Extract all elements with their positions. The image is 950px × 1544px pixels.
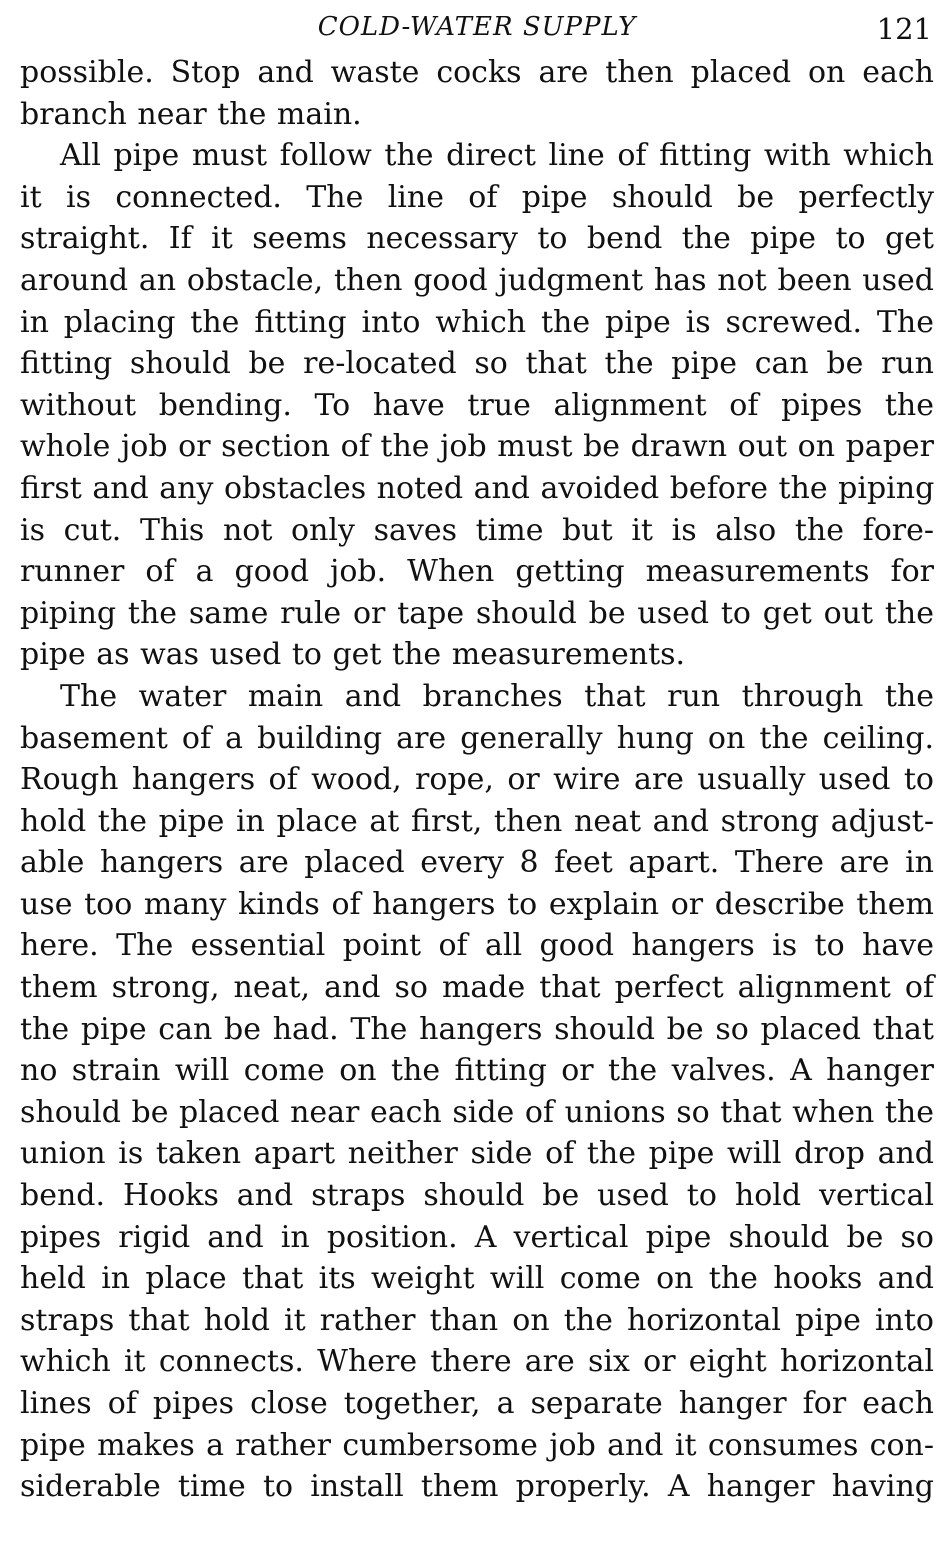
text-line: basement of a building are generally hung on the ceiling. — [20, 720, 934, 756]
running-title: COLD-WATER SUPPLY — [317, 12, 637, 42]
text-line: which it connects. Where there are six or eight horizontal — [20, 1344, 934, 1380]
text-line: hold the pipe in place at first, then neat and strong adjust- — [20, 803, 934, 839]
text-line: fitting should be re-located so that the pipe can be run — [20, 346, 934, 382]
text-line: siderable time to install them properly. A hanger having — [20, 1469, 934, 1505]
text-line: first and any obstacles noted and avoided before the piping — [20, 470, 935, 506]
running-head — [20, 8, 934, 52]
text-line: use too many kinds of hangers to explain or describe them — [20, 886, 934, 922]
text-line: is cut. This not only saves time but it is also the fore- — [20, 512, 934, 548]
text-line: held in place that its weight will come on the hooks and — [20, 1261, 934, 1297]
text-line: straps that hold it rather than on the horizontal pipe into — [20, 1302, 934, 1338]
text-line: pipes rigid and in position. A vertical pipe should be so — [20, 1219, 934, 1255]
text-line: around an obstacle, then good judgment has not been used — [20, 262, 934, 298]
text-line: should be placed near each side of unions so that when the — [20, 1094, 934, 1130]
page-number: 121 — [876, 12, 932, 46]
text-line: lines of pipes close together, a separate hanger for each — [20, 1386, 934, 1421]
text-line: Rough hangers of wood, rope, or wire are usually used to — [20, 762, 934, 798]
text-line: it is connected. The line of pipe should be perfectly — [20, 179, 934, 215]
paragraph — [20, 676, 934, 1508]
text-line: All pipe must follow the direct line of fitting with which — [60, 138, 934, 174]
text-line: runner of a good job. When getting measurements for — [20, 554, 934, 590]
text-line: union is taken apart neither side of the pipe will drop and — [20, 1136, 934, 1172]
paragraph — [20, 135, 934, 676]
text-line: piping the same rule or tape should be used to get out the — [20, 595, 934, 631]
text-line: branch near the main. — [20, 96, 362, 132]
text-line: whole job or section of the job must be drawn out on paper — [20, 429, 934, 465]
text-line: straight. If it seems necessary to bend the pipe to get — [20, 221, 934, 257]
text-line: possible. Stop and waste cocks are then placed on each — [20, 55, 934, 90]
text-line: in placing the fitting into which the pipe is screwed. The — [20, 304, 934, 340]
text-line: able hangers are placed every 8 feet apart. There are in — [20, 845, 934, 881]
text-line: bend. Hooks and straps should be used to hold vertical — [20, 1178, 934, 1214]
text-line: no strain will come on the fitting or the valves. A hanger — [20, 1053, 934, 1089]
text-line: them strong, neat, and so made that perfect alignment of — [20, 970, 934, 1006]
text-line: here. The essential point of all good hangers is to have — [20, 928, 934, 964]
text-line: without bending. To have true alignment of pipes the — [20, 387, 934, 423]
body-text — [20, 52, 934, 1508]
text-line: pipe as was used to get the measurements. — [20, 637, 686, 673]
paragraph — [20, 52, 934, 135]
text-line: the pipe can be had. The hangers should be so placed that — [20, 1011, 934, 1047]
text-line: The water main and branches that run through the — [60, 678, 934, 714]
text-line: pipe makes a rather cumbersome job and it consumes con- — [20, 1427, 934, 1463]
